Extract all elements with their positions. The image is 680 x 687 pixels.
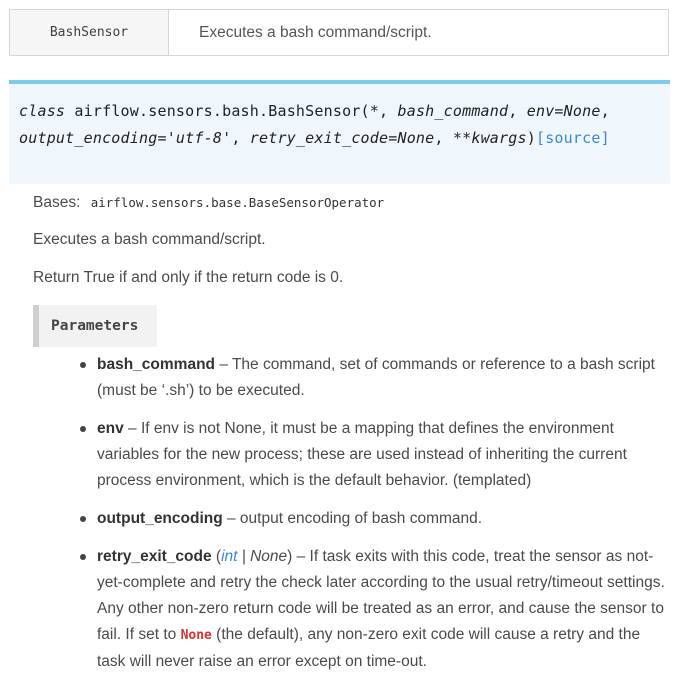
parameters-heading: Parameters	[33, 305, 157, 347]
param-description: – If task exits with this code, treat the sensor as not-yet-complete and retry the check later according to the usual retry/timeout settings. Any other non-zero return code will be treated as an error, and cause the sensor to fail. If set to	[97, 548, 665, 643]
param-description: – If env is not None, it must be a mapping that defines the environment variables for the new process; these are used instead of inheriting the current process environment, which is the default behavior. (templated)	[97, 420, 627, 489]
param-description: – The command, set of commands or reference to a bash script (must be ‘.sh’) to be executed.	[97, 356, 655, 399]
param-type-sep: |	[237, 548, 251, 565]
param-description: – output encoding of bash command.	[222, 510, 483, 527]
summary-table-row	[9, 9, 669, 56]
param-name: retry_exit_code	[97, 548, 212, 565]
bullet-icon	[80, 362, 86, 368]
bases-label: Bases:	[33, 194, 81, 211]
summary-class-name[interactable]: BashSensor	[10, 10, 169, 55]
sig-arg-kwargs: **kwargs	[452, 129, 527, 147]
list-item	[80, 416, 670, 494]
sig-star: *	[369, 102, 380, 120]
param-name: bash_command	[97, 356, 216, 373]
sig-arg-env: env=None	[526, 102, 601, 120]
sig-open-paren: (	[360, 102, 370, 120]
parameters-list	[80, 352, 670, 687]
param-description-cont: (the default), any non-zero exit code will cause a retry and the task will never raise an error except on time-out.	[97, 626, 641, 670]
param-type-link[interactable]: int	[221, 548, 238, 565]
param-type-open: (	[211, 548, 222, 565]
param-name: output_encoding	[97, 510, 223, 527]
source-link[interactable]: [source]	[535, 129, 610, 147]
list-item	[80, 544, 670, 675]
sig-arg-output-encoding: output_encoding='utf-8'	[19, 129, 232, 147]
class-description: Executes a bash command/script.	[33, 231, 266, 248]
list-item	[80, 352, 670, 404]
bullet-icon	[80, 554, 86, 560]
param-name: env	[97, 420, 124, 437]
list-item	[80, 506, 670, 532]
bases-value[interactable]: airflow.sensors.base.BaseSensorOperator	[90, 195, 385, 210]
bases-line	[33, 194, 384, 212]
param-type-none: None	[250, 548, 288, 565]
inline-code: None	[180, 628, 212, 643]
sig-arg-bash-command: bash_command	[397, 102, 509, 120]
bullet-icon	[80, 426, 86, 432]
return-description: Return True if and only if the return code is 0.	[33, 269, 344, 286]
class-signature: class airflow.sensors.bash.BashSensor(*, bash_command, env=None, output_encoding='utf-8', retry_exit_code=None, **kwargs)[source]	[9, 80, 670, 184]
sig-close-paren: )	[526, 129, 536, 147]
sig-class-path: airflow.sensors.bash.BashSensor	[74, 102, 361, 120]
bullet-icon	[80, 516, 86, 522]
sig-arg-retry-exit-code: retry_exit_code=None	[249, 129, 435, 147]
summary-description: Executes a bash command/script.	[199, 23, 432, 41]
sig-class-keyword: class	[19, 102, 66, 120]
param-type-close: )	[287, 548, 293, 565]
